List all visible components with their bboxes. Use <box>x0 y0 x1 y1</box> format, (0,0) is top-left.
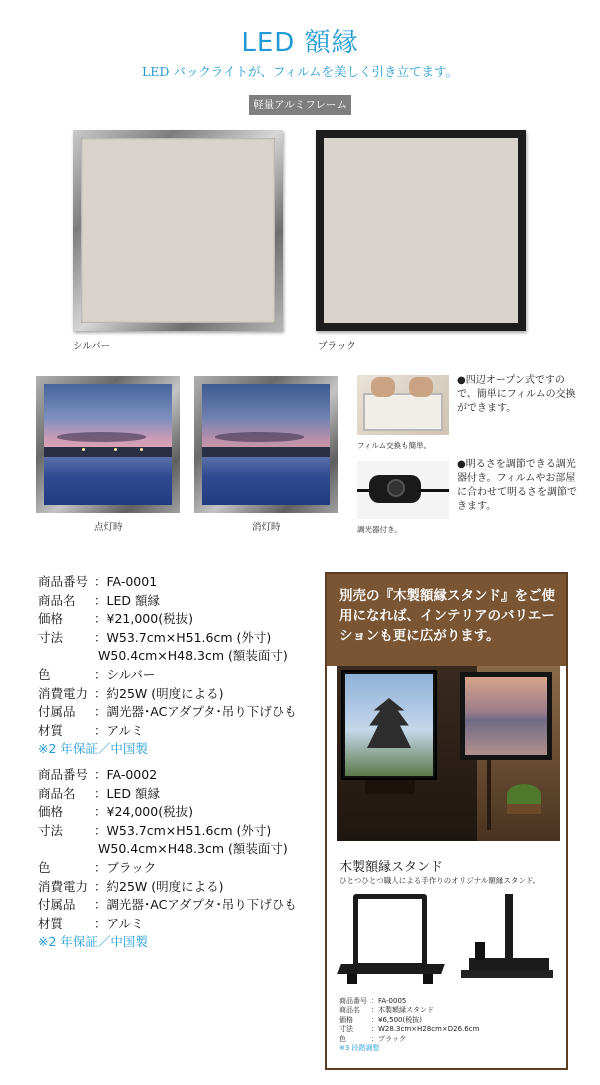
spec-value: ：W28.3cm×H28cm×D26.6cm <box>371 1025 480 1034</box>
spec-note: ※2 年保証／中国製 <box>38 741 148 757</box>
spec-key: 消費電力 <box>38 878 89 894</box>
spec-key: 価格 <box>38 611 64 627</box>
lit-frame-image <box>36 376 180 513</box>
spec-key: 商品名 <box>339 1006 360 1015</box>
stand-subtitle: ひとつひとつ職人による手作りのオリジナル額縁スタンド。 <box>339 876 541 885</box>
spec-value: ：木製額縁スタンド <box>371 1006 434 1015</box>
spec-key: 商品名 <box>38 592 76 608</box>
stand-spec-row <box>339 1035 479 1044</box>
spec-key <box>38 647 98 666</box>
product-spec-1 <box>38 573 297 759</box>
film-change-text: ●四辺オープン式ですので、簡単にフィルムの交換ができます。 <box>457 375 576 414</box>
spec-value: ：調光器･ACアダプタ･吊り下げひも <box>94 704 297 720</box>
stand-note: ※3 段階調整 <box>339 1044 380 1053</box>
unlit-caption: 消灯時 <box>252 522 281 533</box>
stand-side-image <box>457 892 557 990</box>
product-spec-2 <box>38 766 297 952</box>
unlit-frame-image <box>194 376 338 513</box>
film-change-caption: フィルム交換も簡単。 <box>357 441 432 450</box>
stand-spec-row <box>339 1016 479 1025</box>
spec-key: 寸法 <box>38 629 64 645</box>
spec-row <box>38 766 297 785</box>
spec-value: ：約25W (明度による) <box>94 685 224 701</box>
spec-key: 価格 <box>339 1015 353 1024</box>
spec-row <box>38 915 297 934</box>
black-caption: ブラック <box>318 341 356 352</box>
spec-value: ：FA-0005 <box>371 997 407 1005</box>
spec-row <box>38 647 297 666</box>
spec-key: 商品番号 <box>339 997 367 1005</box>
spec-value: ：LED 額縁 <box>94 592 160 608</box>
spec-row <box>38 666 297 685</box>
spec-key: 付属品 <box>38 704 76 720</box>
stand-promo-header <box>327 574 566 666</box>
spec-value: ：シルバー <box>94 666 156 682</box>
stand-interior-photo <box>337 666 560 841</box>
page-subtitle: LED バックライトが、フィルムを美しく引き立てます。 <box>141 64 459 79</box>
spec-value: ：W53.7cm×H51.6cm (外寸) <box>94 629 272 645</box>
spec-value: ：¥24,000(税抜) <box>94 804 193 820</box>
spec-value: ：FA-0002 <box>94 767 158 782</box>
spec-row <box>38 840 297 859</box>
dimmer-photo <box>357 461 449 519</box>
stand-spec-row <box>339 1025 479 1034</box>
spec-row <box>38 785 297 804</box>
spec-value: W50.4cm×H48.3cm (額装面寸) <box>98 841 288 857</box>
spec-key: 付属品 <box>38 897 76 913</box>
spec-key: 材質 <box>38 722 64 738</box>
spec-row <box>38 859 297 878</box>
spec-value: ：調光器･ACアダプタ･吊り下げひも <box>94 897 297 913</box>
stand-title: 木製額縁スタンド <box>339 860 444 875</box>
stand-spec-row <box>339 1006 479 1015</box>
spec-value: ：ブラック <box>371 1034 406 1043</box>
spec-key: 寸法 <box>38 822 64 838</box>
spec-value: ：アルミ <box>94 722 144 738</box>
spec-row <box>38 878 297 897</box>
spec-row <box>38 573 297 592</box>
spec-row <box>38 896 297 915</box>
spec-row <box>38 822 297 841</box>
spec-row <box>38 592 297 611</box>
spec-key: 寸法 <box>339 1025 353 1034</box>
spec-value: ：LED 額縁 <box>94 785 160 801</box>
spec-key: 色 <box>38 666 51 682</box>
section-badge: 軽量アルミフレーム <box>249 95 351 115</box>
black-frame-image <box>316 130 526 331</box>
spec-row <box>38 685 297 704</box>
spec-row <box>38 629 297 648</box>
spec-note: ※2 年保証／中国製 <box>38 934 148 950</box>
page-title: LED 額縁 <box>241 28 359 58</box>
stand-promo-box <box>325 572 568 1070</box>
dimmer-text: ●明るさを調節できる調光器付き。フィルムやお部屋に合わせて明るさを調節できます。 <box>457 459 577 512</box>
spec-key: 商品名 <box>38 785 76 801</box>
stand-specs <box>339 997 479 1053</box>
spec-value: ：アルミ <box>94 915 144 931</box>
spec-key: 商品番号 <box>38 767 89 782</box>
spec-key <box>38 840 98 859</box>
stand-spec-row <box>339 997 479 1006</box>
spec-value: ：¥6,500(税抜) <box>371 1015 422 1024</box>
stand-front-image <box>339 892 451 990</box>
silver-caption: シルバー <box>73 341 111 352</box>
spec-value: ：W53.7cm×H51.6cm (外寸) <box>94 822 272 838</box>
spec-key: 材質 <box>38 915 64 931</box>
spec-row <box>38 610 297 629</box>
spec-value: W50.4cm×H48.3cm (額装面寸) <box>98 648 288 664</box>
spec-value: ：¥21,000(税抜) <box>94 611 193 627</box>
spec-value: ：ブラック <box>94 859 157 875</box>
spec-value: ：約25W (明度による) <box>94 878 224 894</box>
spec-row <box>38 703 297 722</box>
silver-frame-image <box>73 130 283 331</box>
spec-row <box>38 722 297 741</box>
spec-row <box>38 803 297 822</box>
film-change-photo <box>357 375 449 435</box>
lit-caption: 点灯時 <box>94 522 123 533</box>
spec-value: ：FA-0001 <box>94 574 158 589</box>
spec-key: 色 <box>38 859 51 875</box>
spec-key: 色 <box>339 1034 346 1043</box>
spec-key: 価格 <box>38 804 64 820</box>
dimmer-caption: 調光器付き。 <box>357 525 402 534</box>
spec-key: 商品番号 <box>38 574 89 589</box>
stand-headline: 別売の『木製額縁スタンド』をご使用になれば、インテリアのバリエーションも更に広がります。 <box>339 588 555 644</box>
spec-key: 消費電力 <box>38 685 89 701</box>
